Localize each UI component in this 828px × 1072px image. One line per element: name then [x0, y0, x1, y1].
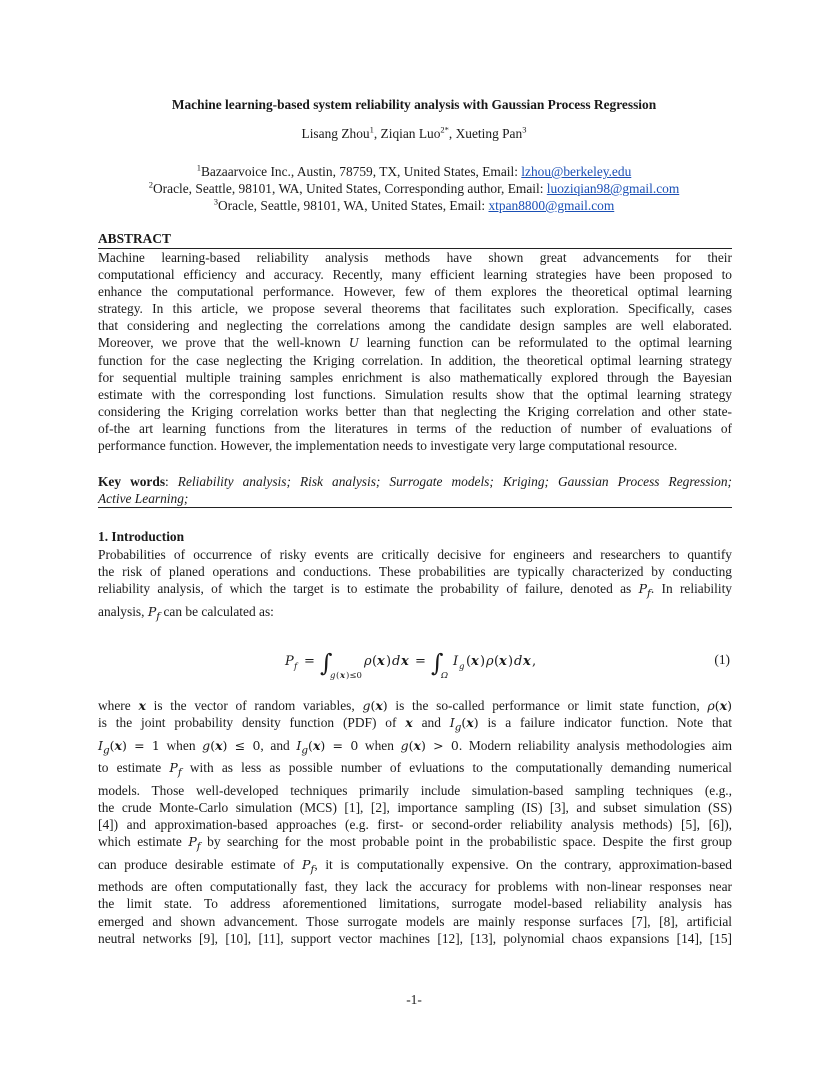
- equation-number: (1): [714, 652, 730, 667]
- abstract-line: function for the case neglecting the Kriging correlation. In addition, the theoretical optimal learning strategy: [98, 352, 732, 368]
- affiliation-number: 3: [213, 196, 218, 207]
- introduction-heading: 1. Introduction: [98, 529, 185, 544]
- keywords-values-cont: Active Learning;: [98, 491, 189, 507]
- eq-symbol: ρ: [486, 654, 494, 669]
- paper-title: Machine learning-based system reliability analysis with Gaussian Process Regression: [171, 97, 657, 112]
- eq-symbol: (: [466, 654, 472, 669]
- affiliation-line: [0, 180, 828, 197]
- eq-symbol: ρ: [364, 654, 372, 669]
- text-span: is a failure indicator function. Note that: [478, 715, 733, 731]
- math-ig: $I_g$: [449, 715, 462, 734]
- text-span: can produce desirable estimate of: [98, 856, 303, 872]
- text-span: when: [358, 737, 401, 753]
- eq-symbol: g: [459, 662, 465, 672]
- author-affiliation-mark: 1: [369, 124, 374, 135]
- eq-limit: )≤0: [346, 671, 362, 681]
- text-line: neutral networks [9], [10], [11], support vector machines [12], [13], polynomial chaos expansions [14], [15]: [98, 930, 732, 946]
- author-affiliation-mark: 3: [522, 124, 527, 135]
- text-span: by searching for the most probable point in the probabilistic space. Despite the first group: [200, 834, 732, 850]
- math-gx: g: [202, 737, 211, 753]
- integral-sign: ∫: [320, 649, 333, 677]
- equation-1: [0, 645, 828, 685]
- text-line: Probabilities of occurrence of risky events are critically decisive for engineers and researchers to quantify: [98, 547, 732, 562]
- math-ig: $I_g$: [98, 737, 110, 757]
- abstract-body: [98, 249, 732, 454]
- text-span: . In reliability: [650, 581, 732, 597]
- text-span: is the joint probability density function (PDF) of: [98, 715, 406, 731]
- eq-symbol: ,: [532, 654, 537, 669]
- math-paren: ): [727, 698, 733, 713]
- keywords-block: [98, 473, 732, 507]
- text-span: , it is computationally expensive. On the contrary, approximation-based: [314, 856, 732, 872]
- page-number: -1-: [406, 992, 422, 1007]
- introduction-paragraph-2: [98, 697, 732, 947]
- text-span: and: [412, 715, 450, 731]
- author-separator: ,: [373, 126, 381, 141]
- math-x: x: [215, 737, 223, 753]
- text-span: to estimate: [98, 760, 170, 776]
- eq-limit: g: [330, 671, 336, 681]
- introduction-paragraph-1: [98, 546, 732, 625]
- eq-limit: (: [336, 671, 340, 681]
- text-span: reliability analysis, of which the target is to estimate the probability of failure, denoted as: [98, 581, 639, 597]
- eq-symbol: x: [377, 654, 385, 669]
- math-pf: $P_f$: [302, 856, 315, 876]
- math-expr: (: [109, 737, 115, 753]
- text-line: emerged and shown advancement. Those surrogate models are mainly response surfaces [7], [8], artificial: [98, 913, 732, 929]
- eq-limit: x: [340, 671, 346, 681]
- eq-symbol: (: [372, 654, 378, 669]
- email-link[interactable]: lzhou@berkeley.edu: [521, 164, 632, 179]
- author-name: Ziqian Luo: [380, 126, 441, 141]
- math-gx: g: [400, 737, 409, 753]
- text-span: , and: [260, 737, 297, 753]
- abstract-line: computational efficiency and accuracy. Recently, many efficient learning strategies have been proposed to: [98, 267, 732, 283]
- eq-symbol: I: [453, 654, 459, 669]
- text-line: [98, 580, 732, 603]
- eq-symbol: d: [392, 654, 401, 669]
- affiliation-text: Oracle, Seattle, 98101, WA, United States, Email:: [218, 198, 489, 213]
- eq-symbol: =: [415, 654, 426, 669]
- math-x: x: [466, 715, 474, 731]
- text-line: the crude Monte-Carlo simulation (MCS) [1], [2], importance sampling (IS) [3], and subset simulation (SS): [98, 799, 732, 815]
- abstract-heading: ABSTRACT: [98, 231, 171, 246]
- affiliation-number: 1: [196, 162, 201, 173]
- eq-symbol: ): [508, 654, 514, 669]
- abstract-line: that considering and neglecting the correlations among the candidate design samples are well elaborated.: [98, 318, 732, 334]
- math-x: x: [114, 737, 122, 753]
- text-span: is the so-called performance or limit state function,: [387, 698, 708, 713]
- abstract-line: of-the art learning functions from the literatures in terms of the reduction of number of evaluations of: [98, 420, 732, 436]
- affiliation-text: Oracle, Seattle, 98101, WA, United States, Corresponding author, Email:: [153, 181, 547, 196]
- math-pf: $P_f$: [147, 603, 161, 623]
- text-line: [98, 737, 732, 760]
- math-x: x: [719, 698, 728, 713]
- author-name: Xueting Pan: [455, 126, 523, 141]
- text-span: . Modern reliability analysis methodologies aim: [458, 737, 732, 753]
- math-x: x: [375, 698, 383, 713]
- text-span: can be calculated as:: [160, 603, 274, 619]
- text-line: [98, 603, 732, 626]
- affiliation-line: [0, 163, 828, 180]
- email-link[interactable]: luoziqian98@gmail.com: [546, 181, 680, 196]
- keywords-label: Key words: [98, 474, 166, 489]
- author-name: Lisang Zhou: [301, 126, 370, 141]
- abstract-line: enhance the computational performance. However, few of them explores the theoretical optimal learning: [98, 284, 732, 300]
- eq-symbol: ): [386, 654, 392, 669]
- math-expr: (: [408, 737, 414, 753]
- abstract-line: for sequential multiple training samples enrichment is also mathematically explored through the Bayesian: [98, 369, 732, 385]
- affiliation-line: [0, 197, 828, 214]
- math-expr: (: [210, 737, 216, 753]
- math-paren: (: [370, 698, 376, 713]
- eq-symbol: x: [499, 654, 507, 669]
- math-paren: (: [714, 698, 720, 713]
- text-line: methods are often computationally fast, they lack the accuracy for problems with non-linear responses near: [98, 879, 732, 895]
- math-x: x: [413, 737, 421, 753]
- eq-symbol: x: [471, 654, 479, 669]
- math-x: x: [405, 715, 413, 731]
- text-line: [98, 833, 732, 856]
- author-separator: ,: [448, 126, 456, 141]
- math-expr: ) > 0: [420, 737, 459, 753]
- text-line: [98, 856, 732, 879]
- text-span: which estimate: [98, 834, 189, 850]
- math-expr: ) = 1: [121, 737, 160, 753]
- math-pf: $P_f$: [188, 834, 201, 853]
- eq-limit: Ω: [441, 671, 449, 681]
- author-affiliation-mark: 2*: [440, 124, 449, 135]
- math-expr: (: [308, 737, 313, 753]
- text-line: models. Those well-developed techniques primarily include simulation-based sampling techniques (e.g.,: [98, 782, 732, 798]
- section-divider: [98, 507, 732, 508]
- eq-symbol: ): [480, 654, 486, 669]
- text-line: [4]) and approximation-based approaches (e.g. first- or second-order reliability analysis methods) [5], [6]),: [98, 817, 732, 833]
- text-line: [98, 759, 732, 782]
- keywords-colon: :: [165, 474, 178, 489]
- math-x: x: [138, 698, 146, 713]
- author-list: [0, 126, 828, 142]
- abstract-line: Moreover, we prove that the well-known U learning function can be reformulated to the optimal learning: [98, 335, 732, 351]
- math-expr: ) ≤ 0: [222, 737, 261, 753]
- text-line: [98, 714, 732, 737]
- abstract-line: estimate with the corresponding lost functions. Simulation results show that the optimal learning strategy: [98, 386, 732, 402]
- email-link[interactable]: xtpan8800@gmail.com: [488, 198, 615, 213]
- text-span: analysis,: [98, 603, 148, 619]
- abstract-line: considering the Kriging correlation works better than that neglecting the Kriging correlation and other state-: [98, 403, 732, 419]
- integral-sign: ∫: [431, 649, 444, 677]
- affiliation-number: 2: [148, 179, 153, 190]
- math-rho: ρ: [707, 698, 715, 713]
- text-line: the risk of planed operations and conductions. These probabilities are typically characterized by conducting: [98, 564, 732, 580]
- text-span: is the vector of random variables,: [145, 698, 363, 713]
- eq-symbol: d: [514, 654, 523, 669]
- math-pf: $P_f$: [638, 581, 651, 600]
- eq-symbol: (: [494, 654, 500, 669]
- eq-symbol: P: [285, 654, 294, 669]
- math-gx: g: [362, 698, 371, 713]
- math-x: x: [312, 737, 321, 753]
- keywords-values: Reliability analysis; Risk analysis; Surrogate models; Kriging; Gaussian Process Regression;: [177, 474, 732, 489]
- eq-symbol: x: [523, 654, 531, 669]
- text-line: [98, 697, 732, 714]
- text-line: the limit state. To address aforementioned limitations, surrogate model-based reliability analysis has: [98, 896, 732, 912]
- math-expr: ) = 0: [320, 737, 359, 753]
- math-ig: $I_g$: [296, 737, 309, 757]
- keywords-line: [98, 473, 732, 490]
- abstract-line: strategy. In this article, we propose several theorems that facilitates such exploration. Specifically, cases: [98, 301, 732, 317]
- eq-symbol: =: [304, 654, 315, 669]
- math-pf: $P_f$: [169, 760, 182, 779]
- math-paren: ): [473, 715, 479, 731]
- math-paren: ): [382, 698, 388, 713]
- abstract-line: Machine learning-based reliability analysis methods have shown great advancements for their: [98, 250, 732, 265]
- text-span: with as less as possible number of evluations to the computationally demanding numerical: [181, 760, 732, 776]
- text-span: when: [159, 737, 203, 753]
- math-paren: (: [461, 715, 467, 731]
- eq-symbol: x: [401, 654, 409, 669]
- text-span: where: [98, 698, 139, 713]
- affiliation-text: Bazaarvoice Inc., Austin, 78759, TX, United States, Email:: [200, 164, 522, 179]
- abstract-line: performance function. However, the implementation needs to investigate very large computational resource.: [98, 438, 678, 454]
- eq-symbol: f: [294, 662, 298, 672]
